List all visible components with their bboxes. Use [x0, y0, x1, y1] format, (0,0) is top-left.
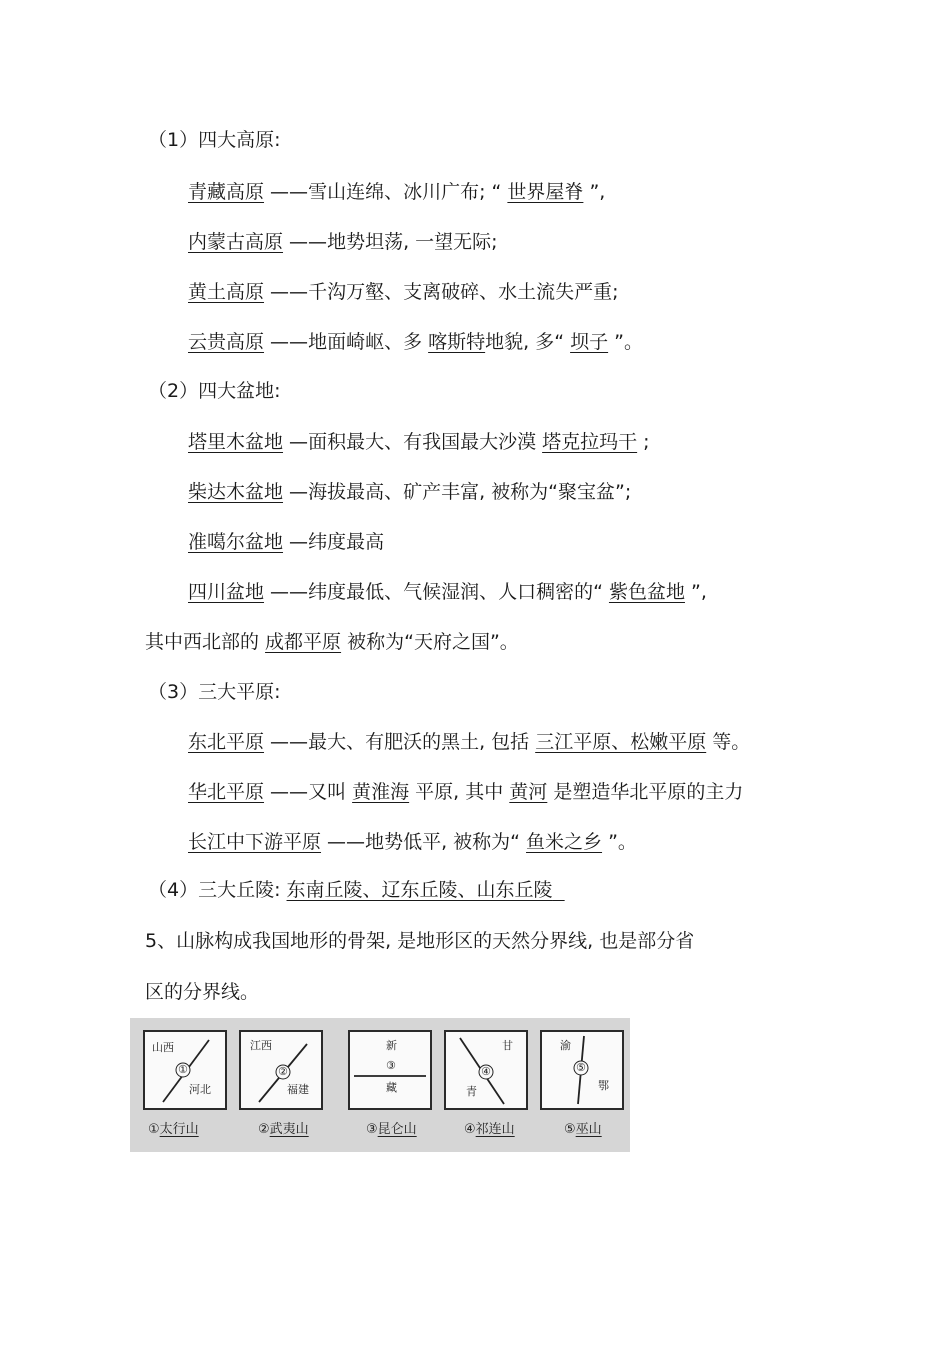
- description: 千沟万壑、支离破碎、水土流失严重;: [308, 281, 619, 303]
- description: 海拔最高、矿产丰富, 被称为“聚宝盆”;: [308, 481, 632, 503]
- plateau-name: 黄土高原: [188, 281, 265, 303]
- fill-term: 紫色盆地: [608, 581, 685, 603]
- caption-kunlun: [366, 1118, 417, 1137]
- plain-name: 华北平原: [188, 781, 265, 803]
- panel-number: ③: [386, 1059, 396, 1072]
- dash: —: [283, 431, 309, 453]
- description: 地势低平, 被称为“: [365, 831, 527, 853]
- description: 又叫: [308, 781, 353, 803]
- region-label: 河北: [189, 1083, 211, 1096]
- plain-item: [188, 730, 750, 754]
- basin-name: 柴达木盆地: [188, 481, 284, 503]
- caption-qilian: [464, 1118, 515, 1137]
- fill-term: 喀斯特: [428, 331, 486, 353]
- basin-item: [188, 430, 650, 454]
- region-label: 青: [466, 1085, 477, 1098]
- description: ”,: [684, 581, 707, 603]
- region-label: 渝: [560, 1039, 571, 1052]
- fill-term: 东南丘陵、辽东丘陵、山东丘陵: [286, 879, 553, 901]
- description: 等。: [706, 731, 751, 753]
- region-label: 福建: [287, 1083, 309, 1096]
- dash: ——: [264, 281, 309, 303]
- region-label: 江西: [250, 1039, 272, 1052]
- caption-name: 祁连山: [475, 1122, 515, 1137]
- description: 最大、有肥沃的黑土, 包括: [308, 731, 536, 753]
- caption-name: 武夷山: [269, 1122, 309, 1137]
- fill-term: 塔克拉玛干: [542, 431, 638, 453]
- description: 平原, 其中: [409, 781, 510, 803]
- mountain-boundary-diagram: [130, 1018, 630, 1152]
- plateau-name: 云贵高原: [188, 331, 265, 353]
- description: ;: [637, 431, 650, 453]
- description: ”。: [602, 831, 637, 853]
- region-label: 甘: [502, 1039, 513, 1052]
- caption-wushan: [564, 1118, 602, 1137]
- plateau-item: [188, 280, 618, 304]
- description: 其中西北部的: [145, 631, 266, 653]
- hills-line: [148, 878, 565, 902]
- caption-taihang: [148, 1118, 199, 1137]
- description: 纬度最高: [308, 531, 385, 553]
- basin-item: [188, 580, 707, 604]
- panel-taihang: [143, 1030, 227, 1110]
- plain-name: 长江中下游平原: [188, 831, 322, 853]
- region-label: 山西: [152, 1041, 174, 1054]
- panel-qilian: [444, 1030, 528, 1110]
- plateau-name: 内蒙古高原: [188, 231, 284, 253]
- basin-name: 四川盆地: [188, 581, 265, 603]
- fill-term: 世界屋脊: [507, 181, 584, 203]
- plateau-item: [188, 180, 605, 204]
- dash: ——: [283, 231, 328, 253]
- caption-name: 巫山: [575, 1122, 602, 1137]
- panel-kunlun: [348, 1030, 432, 1110]
- basins-heading: （2）四大盆地:: [148, 380, 281, 402]
- basin-name: 塔里木盆地: [188, 431, 284, 453]
- fill-term: 鱼米之乡: [526, 831, 603, 853]
- description: 被称为“天府之国”。: [341, 631, 519, 653]
- underline-tail: [553, 879, 565, 901]
- fill-term: 成都平原: [265, 631, 342, 653]
- region-label: 藏: [386, 1081, 397, 1094]
- plateau-item: [188, 330, 643, 354]
- caption-number: ①: [148, 1122, 160, 1137]
- description: 地势坦荡, 一望无际;: [327, 231, 498, 253]
- caption-name: 太行山: [159, 1122, 199, 1137]
- mountains-line-2: 区的分界线。: [145, 981, 260, 1003]
- dash: —: [283, 531, 309, 553]
- panel-wuyi: [239, 1030, 323, 1110]
- region-label: 新: [386, 1039, 397, 1052]
- dash: ——: [264, 731, 309, 753]
- caption-name: 昆仑山: [377, 1122, 417, 1137]
- fill-term: 黄淮海: [352, 781, 410, 803]
- fill-term: 黄河: [509, 781, 548, 803]
- basin-continuation: [145, 630, 519, 654]
- panel-number: ②: [278, 1065, 288, 1078]
- plateau-name: 青藏高原: [188, 181, 265, 203]
- plateau-item: [188, 230, 498, 254]
- caption-number: ③: [366, 1122, 378, 1137]
- caption-number: ②: [258, 1122, 270, 1137]
- basin-name: 准噶尔盆地: [188, 531, 284, 553]
- dash: ——: [264, 781, 309, 803]
- plains-heading: （3）三大平原:: [148, 681, 281, 703]
- caption-wuyi: [258, 1118, 309, 1137]
- description: ”。: [608, 331, 643, 353]
- panel-number: ④: [481, 1065, 491, 1078]
- basin-item: [188, 530, 384, 554]
- fill-term: 三江平原、松嫩平原: [535, 731, 707, 753]
- dash: ——: [264, 581, 309, 603]
- basin-item: [188, 480, 631, 504]
- mountains-line-1: 5、山脉构成我国地形的骨架, 是地形区的天然分界线, 也是部分省: [145, 930, 695, 952]
- dash: ——: [264, 331, 309, 353]
- plain-item: [188, 830, 637, 854]
- panel-wushan: [540, 1030, 624, 1110]
- description: 雪山连绵、冰川广布; “: [308, 181, 508, 203]
- description: 纬度最低、气候湿润、人口稠密的“: [308, 581, 609, 603]
- plain-name: 东北平原: [188, 731, 265, 753]
- caption-number: ④: [464, 1122, 476, 1137]
- description: 地貌, 多“: [485, 331, 571, 353]
- dash: ——: [321, 831, 366, 853]
- caption-number: ⑤: [564, 1122, 576, 1137]
- plain-item: [188, 780, 743, 804]
- description: 是塑造华北平原的主力: [547, 781, 744, 803]
- panel-number: ⑤: [576, 1061, 586, 1074]
- description: 面积最大、有我国最大沙漠: [308, 431, 543, 453]
- region-label: 鄂: [598, 1079, 609, 1092]
- panel-number: ①: [178, 1063, 188, 1076]
- fill-term: 坝子: [570, 331, 609, 353]
- hills-heading: （4）三大丘陵:: [148, 879, 287, 901]
- description: ”,: [583, 181, 606, 203]
- dash: ——: [264, 181, 309, 203]
- description: 地面崎岖、多: [308, 331, 429, 353]
- plateaus-heading: （1）四大高原:: [148, 129, 281, 151]
- dash: —: [283, 481, 309, 503]
